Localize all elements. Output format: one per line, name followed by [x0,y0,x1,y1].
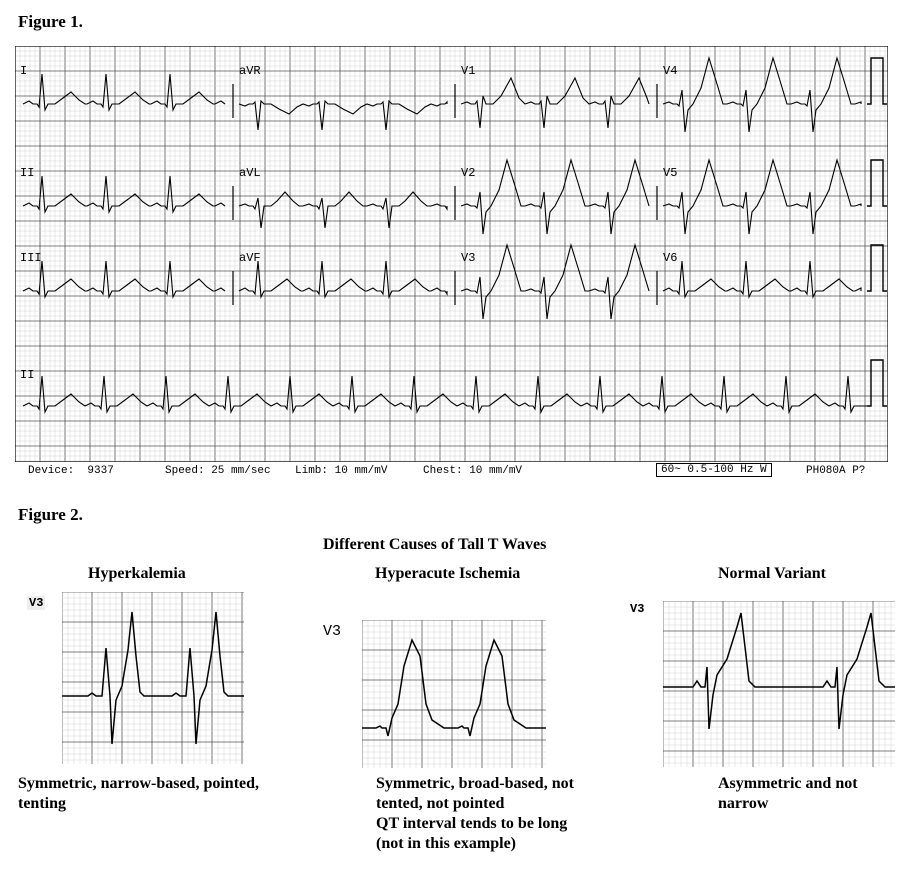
lead-label: aVL [239,166,261,180]
figure-1-title: Figure 1. [18,12,83,31]
ischemia-caption-line: (not in this example) [376,835,516,852]
ischemia-trace [362,640,546,736]
chest-gain-label: Chest: 10 mm/mV [423,465,523,477]
figure-2-title: Figure 2. [18,505,83,524]
speed-label: Speed: 25 mm/sec [165,465,271,477]
ischemia-caption [376,774,574,854]
filter-label: 60~ 0.5-100 Hz W [656,463,772,477]
normal-variant-grid [663,601,895,767]
lead-label: V3 [461,251,476,265]
lead-label: II [20,368,35,382]
lead-trace [239,101,447,130]
hyperacute-ischemia-title: Hyperacute Ischemia [375,565,521,582]
ecg-tracing-canvas [15,46,888,462]
normal-variant-caption-line: narrow [718,795,769,812]
ischemia-grid [362,620,546,768]
lead-label: II [20,166,35,180]
normal-variant-title: Normal Variant [718,565,826,582]
hyperkalemia-strip [62,592,244,764]
normal-variant-lead-label: V3 [630,602,645,616]
normal-variant-caption [718,774,858,814]
ischemia-lead-label: V3 [323,623,342,640]
lead-trace [23,74,225,110]
twelve-lead-ecg [15,46,888,462]
limb-gain-label: Limb: 10 mm/mV [295,465,388,477]
ecg-border [15,46,888,462]
lead-trace [239,261,447,297]
hyperkalemia-caption-line: tenting [18,795,66,812]
normal-variant-trace [663,613,895,729]
model-label: PH080A P? [806,465,866,477]
hyperkalemia-caption [18,774,259,814]
hyperkalemia-trace [62,612,244,744]
lead-trace [663,261,861,297]
hyperkalemia-title: Hyperkalemia [88,565,186,582]
lead-label: V4 [663,64,678,78]
lead-label: V1 [461,64,476,78]
lead-label: I [20,64,28,78]
lead-trace [239,192,447,228]
ecg-grid [15,46,888,462]
lead-label: V6 [663,251,678,265]
hyperacute-ischemia-strip [362,620,546,768]
lead-label: III [20,251,42,265]
normal-variant-caption-line: Asymmetric and not [718,775,858,792]
lead-label: V2 [461,166,476,180]
device-label: Device: 9337 [28,465,114,477]
lead-label: aVF [239,251,261,265]
hyperkalemia-lead-label: V3 [29,596,44,610]
figure-2-heading: Different Causes of Tall T Waves [323,536,547,553]
lead-trace [23,261,225,297]
ischemia-caption-line: tented, not pointed [376,795,505,812]
hyperkalemia-caption-line: Symmetric, narrow-based, pointed, [18,775,260,792]
lead-label: V5 [663,166,678,180]
lead-trace [23,176,225,212]
ischemia-caption-line: Symmetric, broad-based, not [376,775,574,792]
lead-label: aVR [239,64,261,78]
ischemia-caption-line: QT interval tends to be long [376,815,568,832]
normal-variant-strip [663,601,895,767]
